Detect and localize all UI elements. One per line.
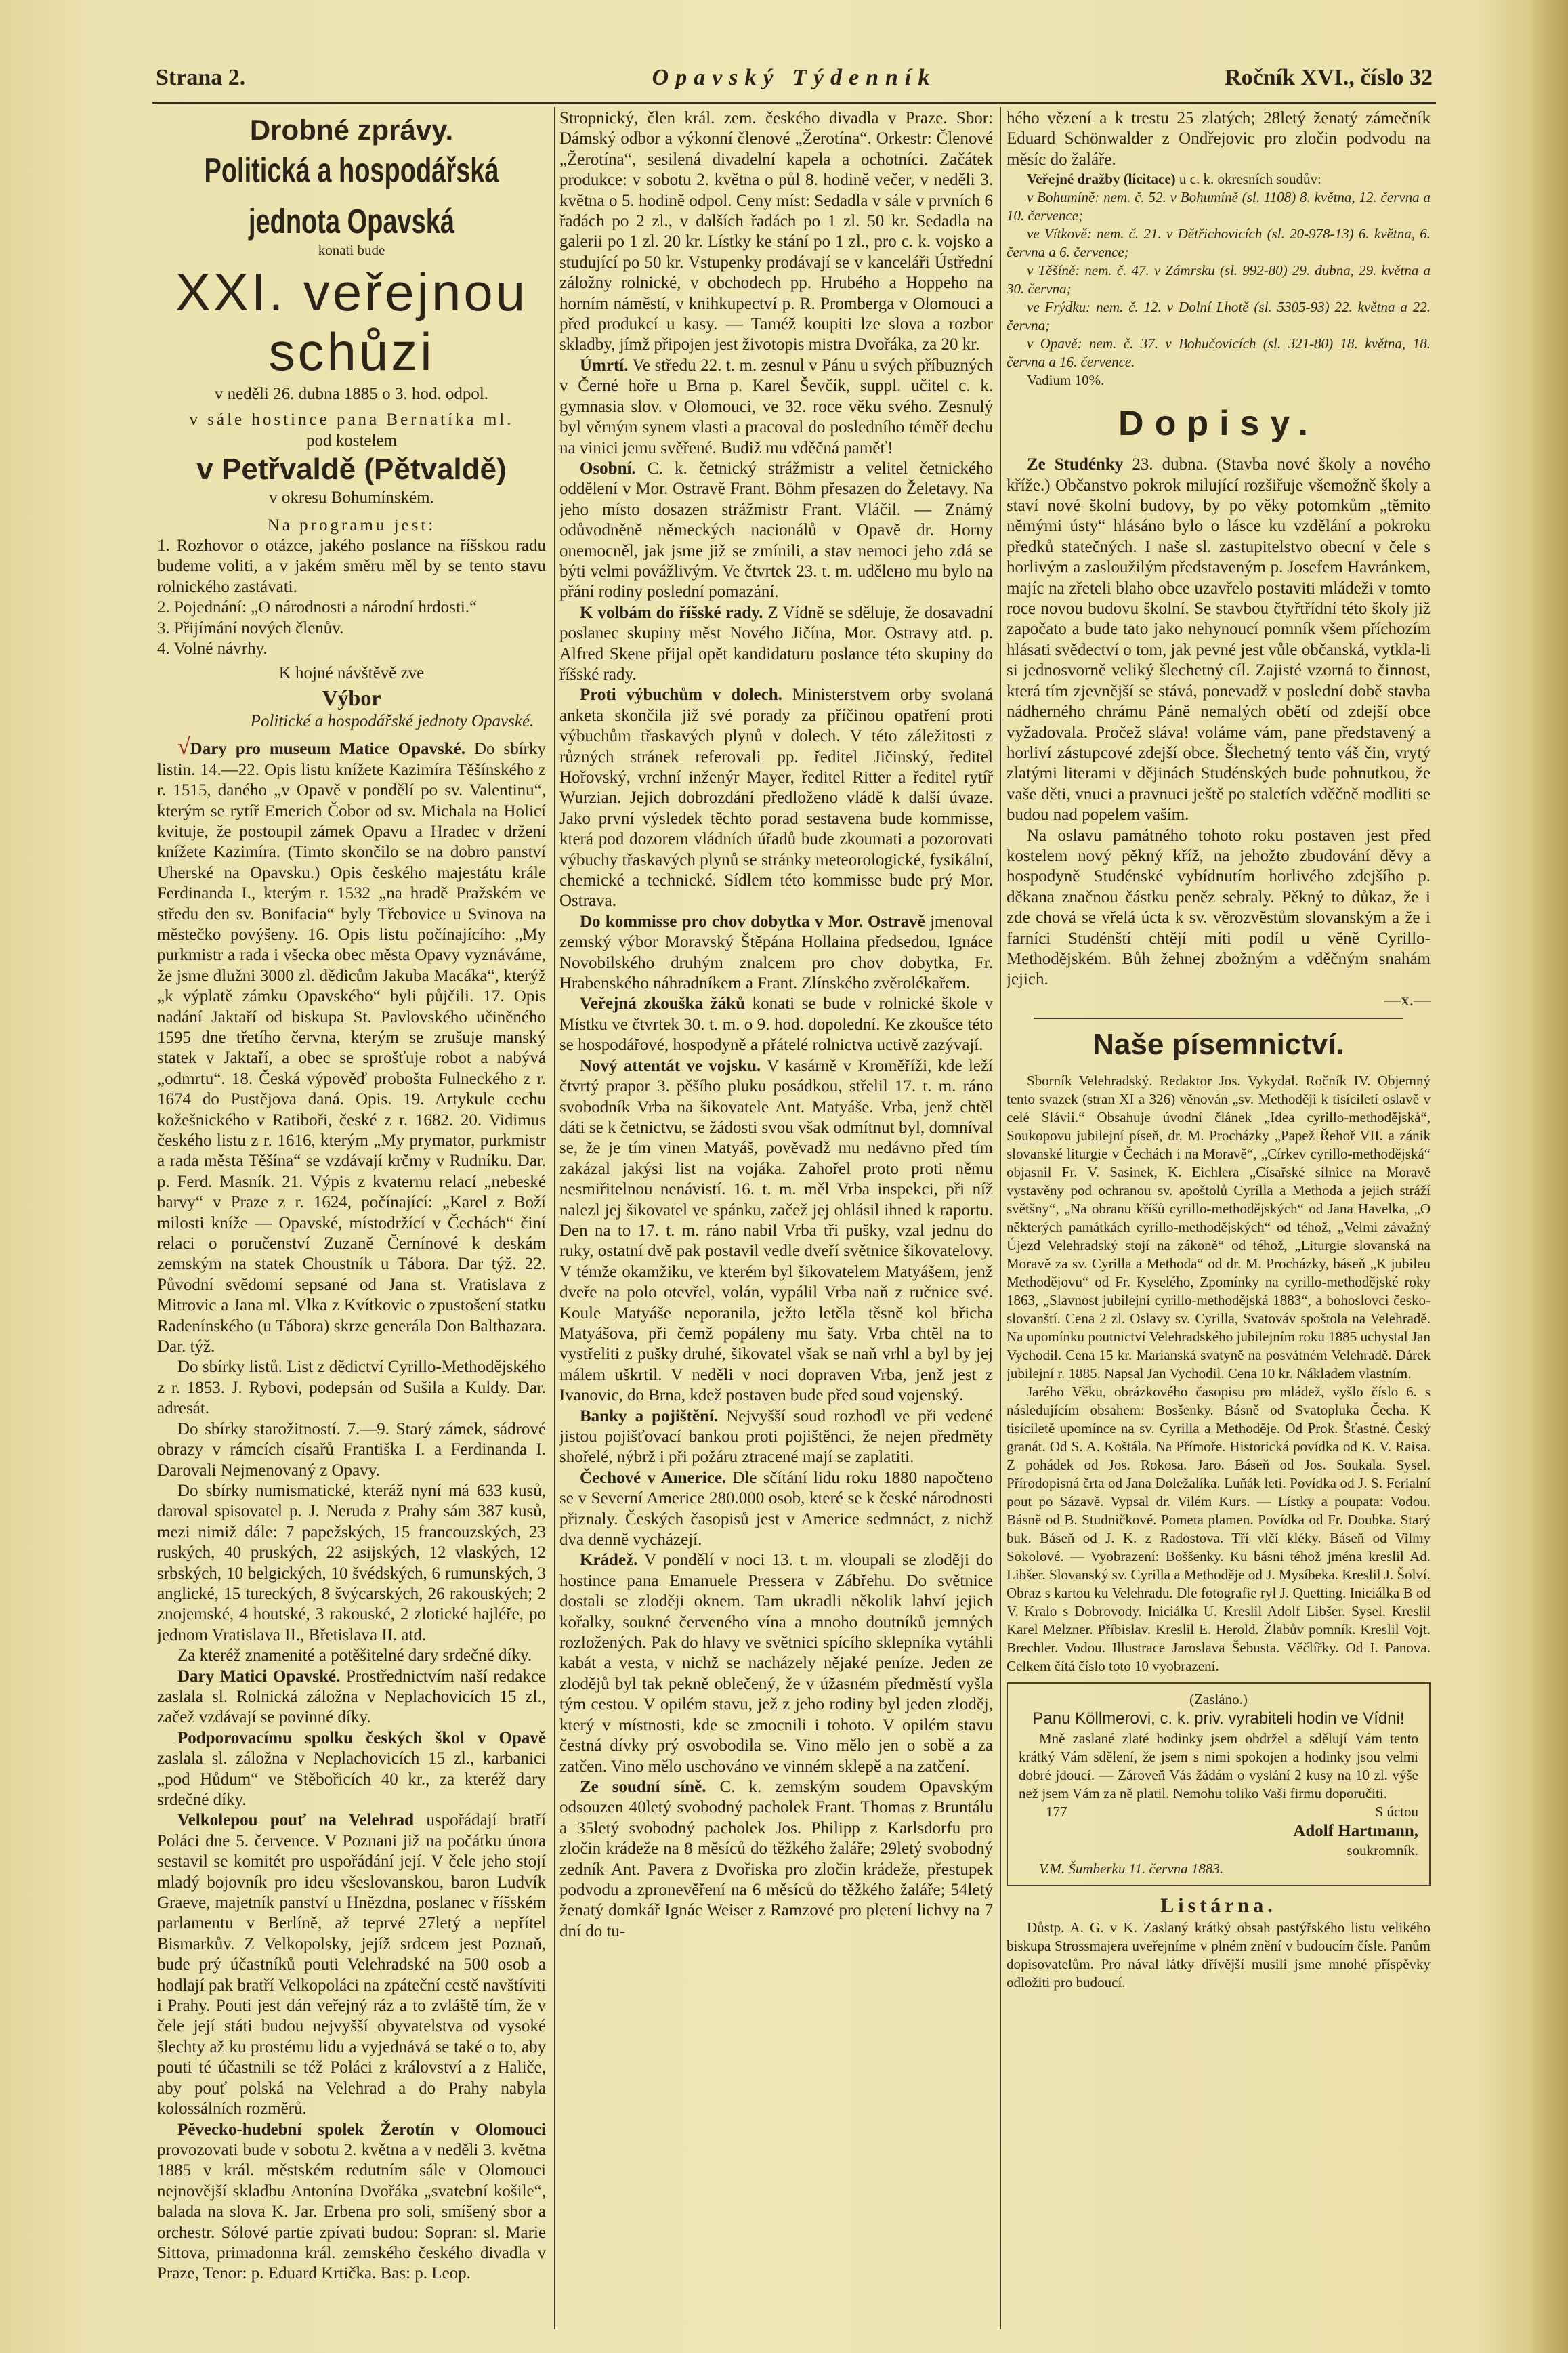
sbirka-listu-text: Do sbírky listů. List z dědictví Cyrillo-Methodějského z r. 1853. J. Rybovi, podepsán od Sušila a Kuldy. Dar. adresát. <box>157 1358 546 1418</box>
ad-number: 177 <box>1046 1803 1067 1820</box>
atentat-text: V kasárně v Kroměříži, kde leží čtvrtý prapor 3. pěšího pluku posádkou, střelil 17. t. m. ráno svobodník Vrba na šikovatele Ant. Matyáše. Vrba, jenž chtěl dáti se k četnictvu, se žádosti svou však odmítnut byl, domníval se, že je tím vinen Matyáš, pověvadž mu nedávno před tím zakázal jakýsi list na vojáka. Zahořel proto proti němu nesmiřitelnou nenávistí. 16. t. m. měl Vrba inspekci, při níž nalezl jej šikovatel ve spánku, začež jej ohlásil ihned k raportu. Den na to 17. t. m. ráno nabil Vrba tři pušky, vzal jednu do ruky, ostatní dvě pak postavil vedle dveří světnice šikovatelovy. V témže okamžiku, ve kterém byl šikovatelem Matyášem, jenž dveře na polo otevřel, volán, vypálil Vrba naň z ručnice své. Koule Matyáše neporanila, ježto letěla těsně kol břicha Matyášova, při čemž popáleny mu šaty. Vrba chtěl na to vystřeliti z pušky druhé, šikovatel však se naň vrhl a byl by jej málem uškrtil. V neděli v noci dopraven Vrba, jenž jest z Ivanovic, do Brna, kdež postaven bude před soud vojenský. <box>559 1056 993 1405</box>
listarna-title: Listárna. <box>1160 1894 1277 1917</box>
ad-role: soukromník. <box>1347 1842 1418 1858</box>
soud-continued: hého vězení a k trestu 25 zlatých; 28letý ženatý zámečník Eduard Schönwalder z Ondřejovic pro zločin podvodu na měsíc do žaláře. <box>1007 109 1431 169</box>
volby-heading: K volbám do říšské rady. <box>580 603 763 622</box>
soud-heading: Ze soudní síně. <box>580 1777 706 1796</box>
meeting-district: v okresu Bohumínském. <box>269 488 434 507</box>
soud-text: C. k. zemským soudem Opavským odsouzen 40letý svobodný pacholek Frant. Thomas z Bruntálu a 35letý svobodný pacholek Jos. Philipp z Karlsdorfu pro zločin krádeže na 8 měsíců do těžkého žaláře; 29letý svobodný zedník Ant. Pavera z Dvořiska pro zločin krádeže, přestupek podvodu a zpronevěření na 6 měsíců do těžkého žaláře; 54letý ženatý domkář Ignác Weiser z Ramzové pro pletení lichvy na 7 dní do tu- <box>559 1777 993 1940</box>
drazby-intro: u c. k. okresních soudův: <box>1179 171 1321 188</box>
starozitnosti-text: Do sbírky starožitností. 7.—9. Starý zámek, sádrové obrazy v rámcích císařů Františka I. a Ferdinanda I. Darovali Nejmenovaný z Opavy. <box>157 1419 546 1480</box>
drazba-item-4: ve Frýdku: nem. č. 12. v Dolní Lhotě (sl. 5305-93) 22. května a 22. června; <box>1007 299 1431 334</box>
konati-line: konati bude <box>318 242 385 258</box>
zerotin-heading: Pěvecko-hudební spolek Žerotín v Olomouci <box>177 2120 546 2139</box>
volby-text: Z Vídně se sděluje, že dosavadní poslanec skupiny měst Nového Jičína, Mor. Ostravy atd. p. Alfred Skene přijal opět kandidaturu poslance této skupiny do říšské rady. <box>559 603 993 684</box>
drazba-item-5: v Opavě: nem. č. 37. v Bohučovicích (sl. 321-80) 18. května, 18. června a 16. července. <box>1007 335 1431 371</box>
ad-close: S úctou <box>1375 1803 1418 1820</box>
venue-detail: pod kostelem <box>305 431 397 450</box>
dopis-text-2: Na oslavu památného tohoto roku postaven jest před kostelem nový pěkný kříž, na jehožto zbudování děvy a hospodyně Studénské vybídnutím horlivého zdejšího p. děkana značnou částku peněz sebraly. Pěkný to důkaz, že i zde chová se vřelá úcta k sv. věrozvěstům slovanským a že i farníci Studénští chtějí míti podíl u věně Cyrillo-Methodějském. Bůh žehnej zbožným a vděčným snahám jejich. <box>1007 826 1431 989</box>
signature-org: Politické a hospodářské jednoty Opavské. <box>250 711 534 730</box>
newspaper-title: Opavský Týdenník <box>652 65 937 90</box>
meeting-venue: v sále hostince pana Bernatíka ml. <box>189 411 514 430</box>
programme-item-2: 2. Pojednání: „O národnosti a národní hrdosti.“ <box>157 598 478 617</box>
pout-text: uspořádají bratří Poláci dne 5. července. V Poznani již na počátku února sestavil se komitét pro uspořádání její. V čele jeho stojí mladý bojovník pro ideu všeslovanskou, baron Ludvík Graeve, majetník panství u Hnězdna, poslanec v říšském parlamentu v Berlíně, až teprvé 27letý a nepřítel Bismarkův. Z Velkopolsky, jejíž srdcem jest Poznaň, bude prý účastníků pouti Velehradské na 500 osob a hodlají pak bratří Velkopoláci na zpáteční cestě navštíviti i Prahy. Pouti jest dán veřejný ráz a to zvláště tím, že v čele její státi budou nejvyšší obyvatelstva od vysoké šlechty až ku prostému lidu a vyjednává se také o to, aby pouti té účastnili se též Poláci z království a z Haliče, aby pouť polská na Velehrad a do Prahy nabyla kolossálních rozměrů. <box>157 1811 546 2119</box>
meeting-headline: XXI. veřejnou schůzi <box>175 262 528 381</box>
thanks-text: Za kteréž znamenité a potěšitelné dary srdečné díky. <box>177 1646 532 1665</box>
programme-item-3: 3. Přijímání nových členův. <box>157 619 344 638</box>
signature-title: Výbor <box>322 685 381 710</box>
banky-heading: Banky a pojištění. <box>580 1407 719 1425</box>
umrti-text: Ve středu 22. t. m. zesnul v Pánu u svých příbuzných v Černé hoře u Brna p. Karel Ševčík, suppl. učitel c. k. gymnasia slov. v Olomouci, ve 32. roce věku svého. Zesnulý byl věrným synem vlasti a pracoval do posledního téměř dechu na vinici jemu svěřené. Budiž mu vděčná paměť! <box>559 356 993 457</box>
page-header <box>156 65 1433 100</box>
osobni-heading: Osobní. <box>580 459 636 478</box>
pisemnictvi-title: Naše písemnictví. <box>1093 1028 1344 1062</box>
advertisement-box <box>1007 1682 1431 1886</box>
meeting-date: v neděli 26. dubna 1885 o 3. hod. odpol. <box>214 385 489 403</box>
column-divider-2 <box>1000 107 1001 2329</box>
podpor-text: zaslala sl. záložna v Neplachovicích 15 zl., karbanici „pod Hůdum“ ve Stěbořicích 40 kr., za kteréž dary srdečné díky. <box>157 1749 546 1809</box>
zkouska-heading: Veřejná zkouška žáků <box>580 995 745 1014</box>
sbornik-text: Sborník Velehradský. Redaktor Jos. Vykydal. Ročník IV. Objemný tento svazek (stran XI a 326) věnován „sv. Methoději k tisíciletí oslavě v celé Slávii.“ Obsahuje úvodní článek „Idea cyrillo-methodějská“, Soukopovu jubilejní píseň, dr. M. Procházky „Papež Řehoř VII. a zánik slovanské liturgie v Čechách i na Moravě“, „Církev cyrillo-methodějská“ objasnil Fr. V. Sasinek, K. Eichlera „Císařské silnice na Moravě vystavěny pod ochranou sv. apoštolů Cyrilla a Methoda a jejich stráží světšny“, „Na obranu kříšů cyrillo-methodějských“ od Jana Havelka, „O některých památkách cyrillo-methodějských“ od téhož, „Velmi závažný Újezd Velehradský stojí na zákoně“ od téhož, „Liturgie slovanská na Moravě za sv. Cyrilla a Methoda“ od dr. M. Procházky, báseň „K jubileu Methodějovu“ od Fr. Kyselého, Zpomínky na cyrillo-methodějské roky 1863, „Slavnost jubilejní cyrillo-methodějská 1883“, a bohoslovci česko-slovanští. Cena 2 zl. Oslavy sv. Cyrilla, Svatováv spoštola na Velehradě. Na upomínku poutnictví Velehradského jubilejním roku 1885 uchystal Jan Vychodil. Cena 15 kr. Marianská svatyně na posvátném Velehradě. Dárek jubilejní r. 1885. Napsal Jan Vychodil. Cena 10 kr. Nákladem vlastním. <box>1007 1073 1431 1382</box>
ad-place: V.M. Šumberku 11. června 1883. <box>1039 1860 1224 1877</box>
column-2 <box>559 108 993 2337</box>
drazba-item-2: ve Vítkově: nem. č. 21. v Dětřichovicích (sl. 20-978-13) 6. května, 6. června a 6. července; <box>1007 226 1431 261</box>
programme-heading: Na programu jest: <box>267 516 436 535</box>
kradez-heading: Krádež. <box>580 1551 638 1570</box>
pout-heading: Velkolepou pouť na Velehrad <box>177 1811 415 1830</box>
banky-text: Nejvyšší soud rozhodl ve při vedené jistou pojišťovací bankou proti pojištěnci, že nejen předměty shořelé, nýbrž i při požáru ztracené mají se zaplatiti. <box>559 1407 993 1467</box>
dopis-text: 23. dubna. (Stavba nové školy a nového kříže.) Občanstvo pokrok milující rozšiřuje všemožně školy a staví nové školní budovy, by po věky potomkům „těmito němými ústy“ hlásáno bylo o lásce ku vzdělání a pokroku předků statečných. I naše sl. zastupitelstvo obecní v čele s horlivým a zasloužilým představeným p. Josefem Havránkem, majíc na zřeteli blaho obce uzavřelo postaviti mládeži v tomto roce novou budovu školní. Se stavbou čtyřtřídní této školy již započato a bude tato jako nehynoucí pomník všem příchozím hlásati svědectví o tom, jak pevné jest vůle občanská, vytkla-li si jednosvorně veliký šlechetný cíl. Zajisté vzorná to činnost, která tím zjevnější se stává, ponevadž v poslední době stavba nádherného chrámu Páně nemalých obětí od zdejší obce vyžadovala. Pročež sláva! voláme vám, pane představený a horliví zástupcové zdejší obce. Šlechetný tento váš čin, vrytý zlatými literami v dějinách Studénských bude pohnutkou, že vaše děti, vnuci a pravnuci ještě po staletích vděčně modliti se budou nad popelem vaším. <box>1007 455 1431 825</box>
kommisse-text: jmenoval zemský výbor Moravský Štěpána Hollaina předsedou, Ignáce Novobilského druhým znalcem pro chov dobytka, Fr. Hrabenského náhradníkem a Frant. Zlínského zvěrolékařem. <box>559 912 993 993</box>
kommisse-heading: Do kommisse pro chov dobytka v Mor. Ostravě <box>580 912 925 931</box>
invitation-line: K hojné návštěvě zve <box>278 664 425 683</box>
zerotin-text: provozovati bude v sobotu 2. května a v neděli 3. května 1885 v král. městském redutním sále v Olomouci nejnovější skladbu Antonína Dvořáka „svatební košile“, balada na slova K. Jar. Erbena pro soli, smíšený sbor a orchestr. Sólové partie zpívati budou: Sopran: sl. Marie Sittova, primadonna král. zemského českého divadla v Praze, Tenor: p. Eduard Krtička. Bas: p. Leop. <box>157 2140 546 2283</box>
programme-item-4: 4. Volné návrhy. <box>157 640 268 659</box>
umrti-heading: Úmrtí. <box>580 356 629 375</box>
column-1 <box>157 108 546 2337</box>
page-edge <box>1531 0 1568 2353</box>
association-title: Politická a hospodářská jednota Opavská <box>204 151 499 242</box>
dary-heading: Dary pro museum Matice Opavské. <box>190 740 465 759</box>
column-divider-1 <box>554 107 555 2329</box>
amerika-heading: Čechové v Americe. <box>580 1468 727 1487</box>
vybuch-heading: Proti výbuchům v dolech. <box>580 686 782 705</box>
zaslano-label: (Zasláno.) <box>1189 1691 1248 1708</box>
drazba-item-3: v Těšíně: nem. č. 47. v Zámrsku (sl. 992-80) 29. dubna, 29. května a 30. června; <box>1007 262 1431 297</box>
dary-text: Do sbírky listin. 14.—22. Opis listu knížete Kazimíra Těšínského z r. 1515, daného „v Opavě v pondělí po sv. Valentinu“, kterým se rytíř Emerich Čobor od sv. Michala na Holicí kvituje, že postoupil zámek Opavu a Hradec v držení knížete Kazimíra. (Timto skončilo se na dobro panství Uherské na Opavsku.) Opis českého majestátu krále Ferdinanda I., kterým r. 1532 „na hradě Pražském ve středu den sv. Bonifacia“ byly Třebovice u Svinova na městečko povýšeny. 16. Opis listu počínajícího: „My purkmistr a rada i všecka obec města Opavy vyznáváme, že jsme dlužni 3000 zl. dědicům Jakuba Macáka“, kterýž „k výplatě zámku Opavského“ byli půjčili. 17. Opis nadání Jaktaří od biskupa St. Pavlovského učiněného 1595 dne třetího června, kterým se zrušuje manský statek v Jaktaří, a obec se sprošťuje robot a nabývá „odmrtu“. 18. Česká výpověď probošta Fulneckého z r. 1674 do Pustějova daná. Opis. 19. Artykule cechu kožešnického v Ratiboři, české z r. 1682. 20. Vidimus českého listu z r. 1616, kterým „My prymator, purkmistr a rada města Těšína“ se vzdávají krčmy v Rudníku. Dar. p. Ferd. Masník. 21. Výpis z kvaternu relací „nebeské barvy“ v Praze z r. 1624, počínající: „Karel z Boží milosti kníže — Opavské, místodržící v Čechách“ činí relaci o poručenství Zuzaně Černínové k deskám zemským na statek Choustník u Tábora. Dar týž. 22. Původní svědomí sepsané od Jana st. Vratislava z Mitrovic a Jana ml. Vlka z Kvítkovic o zpustošení statku Radenínského (u Tábora) skrze generála Don Balthazara. Dar. týž. <box>157 740 546 1356</box>
amerika-text: Dle sčítání lidu roku 1880 napočteno se v Severní Americe 280.000 osob, které se k české národnosti přiznaly. Českých časopisů jest v Americe sedmnáct, z nichž dva denně vycházejí. <box>559 1468 993 1549</box>
dopis-heading: Ze Studénky <box>1027 455 1124 474</box>
section-title-drobne: Drobné zprávy. <box>249 114 454 146</box>
zkouska-text: konati se bude v rolnické škole v Místku ve čtvrtek 30. t. m. o 9. hod. dopolední. Ke zkoušce této se hospodářové, hospodyně a přátelé rolnictva uctivě zazývají. <box>559 995 993 1055</box>
osobni-text: C. k. četnický strážmistr a velitel četnického oddělení v Mor. Ostravě Frant. Böhm přesazen do Želetavy. Na jeho místo dosazen strážmistr Frant. Vláčil. — Známý odůvodněně německých nacionálů v Opavě dr. Horny onemocněl, jak jsme již se zmínili, a stav nemoci jeho zdá se býti velmi povážlivým. Ve čtvrtek 23. t. m. udělено mu bylo na přání rodiny poslední pomazání. <box>559 459 993 602</box>
podpor-heading: Podporovacímu spolku českých škol v Opavě <box>177 1728 546 1747</box>
issue-number: Ročník XVI., číslo 32 <box>1225 65 1433 90</box>
kradez-text: V pondělí v noci 13. t. m. vloupali se zloději do hostince pana Emanuele Pressera v Zábřehu. Do světnice dostali se zloději oknem. Tam ukradli několik lahví jejich kořalky, soukné červeného vína a mnoho doutníků jemných rozložených. Pak do hlavy ve světnici spícího sklepníka vytáhli kabát a vesta, v nichž se nacházely nějaké peníze. Jeden ze zlodějů byl tak pekně oblečený, že v úžasném předměstí vyšla tým cestou. V opilém stavu, jež z jeho rodiny byl jeden zloděj, který v místnosti, kde se zmocnili i tohoto. V opilém stavu čestná dívky prý osvobodila se. Vino mělo jen o sobě a za zatčen. Vino mělo uschováno ve vinném sklepě a na zatčení. <box>559 1551 993 1776</box>
matice-heading: Dary Matici Opavské. <box>177 1667 341 1686</box>
listarna-text: Důstp. A. G. v K. Zaslaný krátký obsah pastýřského listu velikého biskupa Strossmajera uveřejníme v plném znění v budoucím čísle. Panům dopisovatelům. Pro nával látky dřívější musili jsme mnohé příspěvky odložiti pro budoucí. <box>1007 1919 1431 1991</box>
dopisy-title: Dopisy. <box>1118 404 1319 444</box>
ad-addressee: Panu Köllmerovi, c. k. priv. vyrabiteli hodin ve Vídni! <box>1032 1709 1405 1728</box>
ad-name: Adolf Hartmann, <box>1293 1821 1418 1840</box>
jarcho-text: Jarého Věku, obrázkového časopisu pro mládež, vyšlo číslo 6. s následujícím obsahem: Bosšenky. Básně od Svatopluka Čecha. K tisíciletě upomínce na sv. Cyrilla a Methoděje. Od Prok. Šťastné. Český granát. Od S. A. Koštála. Na Přímoře. Historická povídka od K. V. Raisa. Z pohádek od Jos. Rokosa. Jaro. Báseň od Jos. Soukala. Sysel. Přírodopisná črta od Jana Doležalíka. Luňák leti. Povídka od J. S. Ferialní pout po Sázavě. Vypsal dr. Vilém Kurs. — Lístky a poupata: Vodou. Básně od B. Studničkové. Pometa plamen. Povídka od Fr. Doubka. Starý buk. Báseň od J. K. z Radostova. Tří vlčí kléky. Báseň od Vilmy Sokolové. — Vyobrazení: Boššenky. Ku básni téhož jména kreslil Ad. Libšer. Slovanský sv. Cyrilla a Methoděje od J. Mysíbeka. Kreslil J. Šolví. Obraz s kartou ku Velehradu. Dle fotografie ryl J. Quetting. Iniciálka B od V. Kralo s Dobrovody. Iniciálka U. Kreslil Adolf Libšer. Sysel. Kreslil Karel Melzner. Příbislav. Kreslil E. Herold. Žlabův pomník. Kreslil Vojt. Brechler. Vodou. Illustrace Jaroslava Šebusta. Věčlířky. Od I. Panova. Celkem čítá číslo toto 10 vyobrazení. <box>1007 1383 1431 1675</box>
matice-text: Prostřednictvím naší redakce zaslala sl. Rolnická záložna v Neplachovicích 15 zl., začež vzdávají se povinné díky. <box>157 1667 546 1727</box>
header-rule <box>152 102 1436 104</box>
drazba-item-1: v Bohumíně: nem. č. 52. v Bohumíně (sl. 1108) 8. května, 12. června a 10. července; <box>1007 189 1431 224</box>
vadium-line: Vadium 10%. <box>1027 372 1105 389</box>
programme-item-1: 1. Rozhovor o otázce, jakého poslance na říšskou radu budeme voliti, a v jakém směru měl by se tento stavu rolnického zastávati. <box>157 537 546 596</box>
dopis-signature: —x.— <box>1384 991 1431 1009</box>
page-number: Strana 2. <box>156 65 246 90</box>
section-separator <box>1034 1018 1403 1019</box>
ad-text: Mně zaslané zlaté hodinky jsem obdržel a sdělují Vám tento krátký Vám sdělení, že jsem s nimi spokojen a hodinky jsou velmi dobré jdoucí. — Zároveň Vás žádám o vyslání 2 kusy na 10 zl. výše než jsem Vám za ně platil. Nemohu toliko Vaši firmu doporučiti. <box>1019 1730 1418 1802</box>
drazby-heading: Veřejné dražby (licitace) <box>1027 171 1176 188</box>
meeting-place: v Petřvaldě (Pětvaldě) <box>196 453 507 486</box>
numismatika-text: Do sbírky numismatické, kteráž nyní má 633 kusů, daroval spisovatel p. J. Neruda z Prahy sám 387 kusů, mezi nimiž dále: 7 papežských, 15 francouzských, 23 ruských, 40 pruských, 22 asijských, 12 vlaských, 12 srbských, 10 belgických, 10 švédských, 6 rumunských, 3 anglické, 15 tureckých, 8 švýcarských, 26 rakouských; 2 znojemské, 4 houtské, 3 rakouské, 2 zlotické hajléře, po jednom Vratislava II., Břetislava II. atd. <box>157 1481 546 1644</box>
vybuch-text: Ministerstvem orby svolaná anketa skončila již své porady za příčinou opatření proti výbuchům třaskavých plynů v dolech. V této záležitosti z různých stránek referovali pp. ředitel Jičinský, ředitel Hořovský, vrchní inženýr Mayer, ředitel Ritter a ředitel rytíř Wurzian. Jejich dobrozdání předloženo vládě k další úvaze. Jako první výsledek těchto porad sestavena bude kommisse, která pod dozorem vládních úřadů bude zkoumati a pozorovati výbuchy třaskavých plynů se stránky meteorologické, fysikální, chemické a technické. Sídlem této kommisse bude prý Mor. Ostrava. <box>559 686 993 911</box>
red-check-mark: √ <box>177 734 190 760</box>
column-3 <box>1007 108 1431 2337</box>
atentat-heading: Nový attentát ve vojsku. <box>580 1056 761 1075</box>
zerotin-continued: Stropnický, člen král. zem. českého divadla v Praze. Sbor: Dámský odbor a výkonní členové „Žerotína“. Orkestr: Členové „Žerotína“, sesilená divadelní kapela a ochotníci. Začátek produkce: v sobotu 2. května o půl 8. hodině večer, v neděli 3. května o 5. hodině odpol. Ceny míst: Sedadla v sále v prvních 6 řadách po 2 zl., v dalších řadách po 1 zl. 50 kr. Sedadla na galerii po 1 zl. 20 kr. Lístky ke stání po 1 zl., pro c. k. vojsko a studující po 50 kr. Vstupenky prodávají se v kanceláři Ústřední záložny rolnické, v obchodech pp. Hrubého a Hoppeho na horním náměstí, v knihkupectví p. R. Promberga v Olomouci a před produkcí u kasy. — Taméž koupiti lze slova a rozbor skladby, jímž připojen jest životopis mistra Dvořáka, za 20 kr. <box>559 109 993 354</box>
